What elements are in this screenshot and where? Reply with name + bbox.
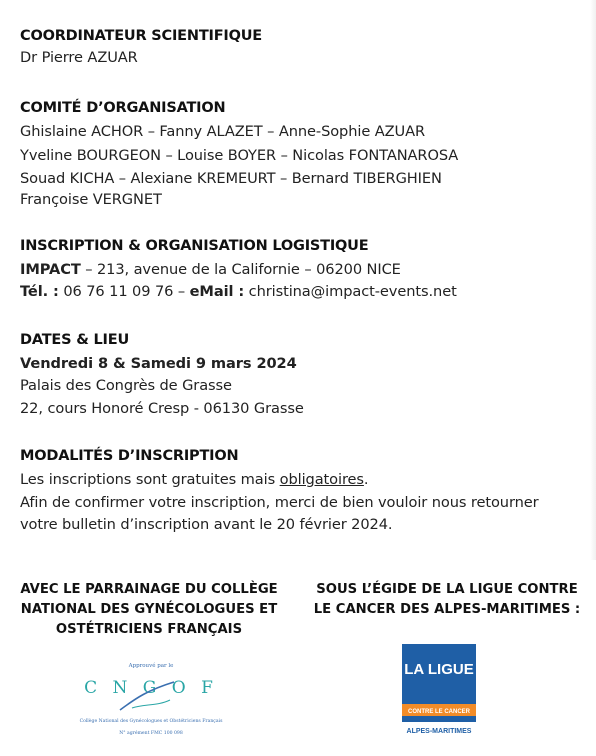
sponsor-left-line: NATIONAL DES GYNÉCOLOGUES ET [20, 602, 278, 617]
committee-heading: COMITÉ D’ORGANISATION [20, 100, 226, 116]
dates-heading: DATES & LIEU [20, 332, 130, 348]
cngof-full-name: Collège National des Gynécologues et Obstétriciens Français [79, 719, 223, 724]
email-label: eMail : [189, 283, 245, 300]
logistics-contact-line [20, 283, 457, 300]
tel-label: Tél. : [20, 283, 59, 300]
event-date: Vendredi 8 & Samedi 9 mars 2024 [20, 355, 297, 372]
committee-line-3: Souad KICHA – Alexiane KREMEURT – Bernard TIBERGHIEN [20, 170, 442, 187]
logistics-address-line [20, 261, 401, 278]
sponsor-cngof-text [14, 580, 284, 640]
cngof-approved-text: Approuvé par le [128, 663, 174, 669]
tel-number: 06 76 11 09 76 – [58, 283, 190, 300]
email-address[interactable]: christina@impact-events.net [244, 283, 457, 300]
coordinator-heading: COORDINATEUR SCIENTIFIQUE [20, 28, 263, 44]
company-address: – 213, avenue de la Californie – 06200 NICE [80, 261, 401, 278]
sponsor-right-line: SOUS L’ÉGIDE DE LA LIGUE CONTRE [316, 582, 578, 597]
ligue-region: ALPES-MARITIMES [406, 728, 472, 735]
registration-mandatory: obligatoires [279, 471, 364, 488]
cngof-letters: C N G O F [84, 678, 218, 698]
sponsor-ligue-text [310, 580, 584, 620]
registration-prefix: Les inscriptions sont gratuites mais [20, 471, 280, 488]
company-name: IMPACT [20, 261, 81, 278]
ligue-band-text: CONTRE LE CANCER [407, 709, 471, 715]
registration-line-2: Afin de confirmer votre inscription, merci de bien vouloir nous retourner [20, 494, 539, 511]
sponsor-left-line: AVEC LE PARRAINAGE DU COLLÈGE [20, 582, 278, 597]
registration-heading: MODALITÉS D’INSCRIPTION [20, 448, 239, 464]
ligue-title: LA LIGUE [404, 661, 474, 678]
sponsor-left-line: OSTÉTRICIENS FRANÇAIS [55, 622, 243, 637]
committee-line-1: Ghislaine ACHOR – Fanny ALAZET – Anne-Sophie AZUAR [20, 123, 426, 140]
registration-line-3: votre bulletin d’inscription avant le 20 février 2024. [20, 516, 393, 533]
venue-name: Palais des Congrès de Grasse [20, 377, 232, 394]
registration-line-1 [20, 471, 368, 488]
cngof-logo [78, 660, 224, 738]
cngof-agreement: N° agrément FMC 100 098 [119, 731, 183, 736]
committee-line-2: Yveline BOURGEON – Louise BOYER – Nicolas FONTANAROSA [20, 147, 459, 164]
ligue-logo [400, 644, 478, 739]
sponsor-right-line: LE CANCER DES ALPES-MARITIMES : [313, 602, 581, 617]
page-edge-shadow [590, 0, 596, 560]
cngof-swoosh-2 [132, 700, 170, 708]
coordinator-name: Dr Pierre AZUAR [20, 49, 138, 66]
venue-address: 22, cours Honoré Cresp - 06130 Grasse [20, 400, 304, 417]
committee-line-4: Françoise VERGNET [20, 191, 162, 208]
logistics-heading: INSCRIPTION & ORGANISATION LOGISTIQUE [20, 238, 369, 254]
registration-suffix: . [363, 471, 369, 488]
